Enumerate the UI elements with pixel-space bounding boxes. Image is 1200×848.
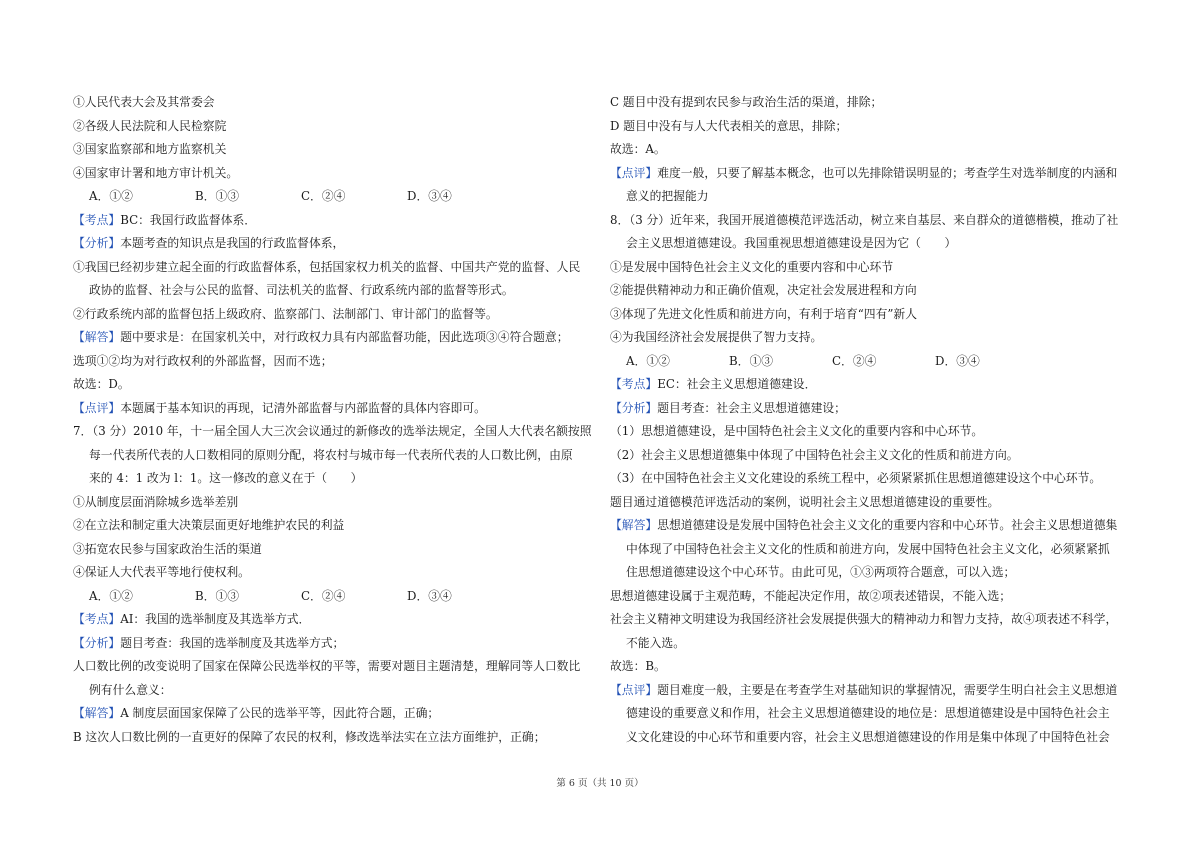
line-text: A 制度层面国家保障了公民的选举平等，因此符合题，正确； (120, 706, 440, 720)
annotation-line (73, 209, 588, 233)
line-text: 故选：A。 (610, 142, 666, 156)
text-line (73, 726, 588, 750)
section-tag: 【分析】 (610, 400, 658, 415)
line-text: ②行政系统内部的监督包括上级政府、监察部门、法制部门、审计部门的监督等。 (73, 306, 498, 321)
line-text: ②能提供精神动力和正确价值观，决定社会发展进程和方向 (610, 283, 917, 297)
section-tag: 【考点】 (73, 212, 121, 227)
text-line (610, 585, 1132, 609)
line-text: 故选：D。 (73, 377, 130, 391)
line-text: ①是发展中国特色社会主义文化的重要内容和中心环节 (610, 259, 894, 274)
line-text: 题目通过道德模范评选活动的案例，说明社会主义思想道德建设的重要性。 (610, 494, 1000, 509)
text-line (610, 115, 1132, 139)
line-text: ④保证人大代表平等地行使权利。 (73, 565, 250, 579)
text-line (610, 561, 1132, 585)
line-text: 不能入选。 (626, 635, 685, 650)
line-text: ③体现了先进文化性质和前进方向，有利于培育“四有”新人 (610, 306, 917, 321)
section-tag: 【点评】 (610, 165, 658, 180)
text-line (73, 115, 588, 139)
text-line (610, 491, 1132, 515)
line-text: 选项①②均为对行政权利的外部监督，因而不选； (73, 353, 333, 368)
line-text: ②各级人民法院和人民检察院 (73, 118, 227, 133)
text-line (73, 467, 588, 491)
text-line (610, 326, 1132, 350)
annotation-line (73, 397, 588, 421)
line-text: 意义的把握能力 (626, 189, 709, 203)
page-footer: 第 6 页（共 10 页） (556, 778, 644, 789)
line-text: 社会主义精神文明建设为我国经济社会发展提供强大的精神动力和智力支持，故④项表述不科学， (610, 612, 1118, 626)
section-tag: 【解答】 (73, 706, 121, 720)
line-text: 7．（3 分）2010 年，十一届全国人大三次会议通过的新修改的选举法规定，全国人大代表名额按照 (73, 424, 592, 438)
option-choice: C．②④ (301, 588, 346, 603)
answer-options (73, 585, 588, 609)
answer-options (73, 185, 588, 209)
section-tag: 【考点】 (73, 612, 121, 626)
option-choice: C．②④ (301, 189, 346, 203)
line-text: 题目考查：社会主义思想道德建设； (657, 400, 846, 415)
text-line (73, 91, 588, 115)
text-line (610, 232, 1132, 256)
text-line (73, 444, 588, 468)
annotation-line (73, 232, 588, 256)
line-text: 思想道德建设属于主观范畴，不能起决定作用，故②项表述错误，不能入选； (610, 588, 1012, 603)
option-choice: A．①② (626, 353, 670, 368)
text-line (610, 209, 1132, 233)
section-tag: 【解答】 (73, 330, 121, 344)
line-text: 题中要求是：在国家机关中，对行政权力具有内部监督功能，因此选项③④符合题意； (120, 330, 569, 344)
line-text: （3）在中国特色社会主义文化建设的系统工程中，必须紧紧抓住思想道德建设这个中心环节。 (610, 471, 1102, 485)
section-tag: 【分析】 (73, 635, 121, 650)
text-line (73, 138, 588, 162)
line-text: 住思想道德建设这个中心环节。由此可见，①③两项符合题意，可以入选； (626, 565, 1016, 579)
line-text: C 题目中没有提到农民参与政治生活的渠道，排除； (610, 95, 883, 109)
text-line (610, 608, 1132, 632)
annotation-line (610, 373, 1132, 397)
option-choice: D．③④ (935, 353, 980, 368)
text-line (73, 256, 588, 280)
text-line (610, 303, 1132, 327)
option-choice: D．③④ (407, 189, 452, 203)
option-choice: B．①③ (195, 189, 240, 203)
option-choice: A．①② (89, 588, 133, 603)
line-text: ①人民代表大会及其常委会 (73, 95, 215, 109)
section-tag: 【点评】 (610, 682, 658, 697)
line-text: 难度一般，只要了解基本概念，也可以先排除错误明显的；考查学生对选举制度的内涵和 (657, 165, 1118, 180)
text-line (73, 561, 588, 585)
line-text: 人口数比例的改变说明了国家在保障公民选举权的平等，需要对题目主题清楚，理解同等人口数比 (73, 659, 581, 673)
answer-options (610, 350, 1132, 374)
text-line (73, 350, 588, 374)
line-text: D 题目中没有与人大代表相关的意思，排除； (610, 118, 848, 133)
text-line (610, 632, 1132, 656)
line-text: ③拓宽农民参与国家政治生活的渠道 (73, 541, 262, 556)
left-column (73, 91, 592, 749)
text-line (610, 185, 1132, 209)
option-choice: D．③④ (407, 588, 452, 603)
line-text: 题目考查：我国的选举制度及其选举方式； (120, 635, 345, 650)
annotation-line (73, 702, 588, 726)
section-tag: 【解答】 (610, 518, 658, 532)
annotation-line (73, 608, 588, 632)
line-text: ④国家审计署和地方审计机关。 (73, 165, 239, 180)
line-text: 8．（3 分）近年来，我国开展道德模范评选活动，树立来自基层、来自群众的道德楷模，推动了社 (610, 212, 1119, 227)
option-choice: B．①③ (729, 353, 774, 368)
line-text: 会主义思想道德建设。我国重视思想道德建设是因为它（ ） (626, 236, 957, 250)
text-line (73, 373, 588, 397)
line-text: 题目难度一般，主要是在考查学生对基础知识的掌握情况，需要学生明白社会主义思想道 (657, 682, 1118, 697)
text-line (73, 491, 588, 515)
annotation-line (610, 514, 1132, 538)
line-text: 政协的监督、社会与公民的监督、司法机关的监督、行政系统内部的监督等形式。 (89, 283, 514, 297)
annotation-line (73, 326, 588, 350)
option-choice: C．②④ (832, 353, 877, 368)
line-text: AI：我国的选举制度及其选举方式． (120, 612, 311, 626)
line-text: 中体现了中国特色社会主义文化的性质和前进方向，发展中国特色社会主义文化，必须紧紧抓 (626, 541, 1110, 556)
text-line (610, 702, 1132, 726)
line-text: （1）思想道德建设，是中国特色社会主义文化的重要内容和中心环节。 (610, 424, 984, 438)
line-text: 故选：B。 (610, 659, 666, 673)
text-line (73, 514, 588, 538)
text-line (610, 138, 1132, 162)
text-line (610, 655, 1132, 679)
text-line (610, 256, 1132, 280)
text-line (610, 444, 1132, 468)
line-text: 本题属于基本知识的再现，记清外部监督与内部监督的具体内容即可。 (120, 400, 486, 415)
text-line (610, 279, 1132, 303)
line-text: 思想道德建设是发展中国特色社会主义文化的重要内容和中心环节。社会主义思想道德集 (657, 518, 1118, 532)
text-line (610, 420, 1132, 444)
text-line (73, 655, 588, 679)
text-line (610, 538, 1132, 562)
text-line (73, 538, 588, 562)
section-tag: 【考点】 (610, 377, 658, 391)
line-text: 每一代表所代表的人口数相同的原则分配，将农村与城市每一代表所代表的人口数比例，由原 (89, 447, 573, 462)
text-line (610, 726, 1132, 750)
line-text: 义文化建设的中心环节和重要内容，社会主义思想道德建设的作用是集中体现了中国特色社会 (626, 729, 1110, 744)
text-line (73, 420, 592, 444)
option-choice: A．①② (89, 189, 133, 203)
text-line (73, 279, 588, 303)
line-text: BC：我国行政监督体系． (120, 212, 257, 227)
annotation-line (610, 397, 1132, 421)
text-line (610, 91, 1132, 115)
line-text: ③国家监察部和地方监察机关 (73, 142, 227, 156)
line-text: 德建设的重要意义和作用，社会主义思想道德建设的地位是：思想道德建设是中国特色社会主 (626, 706, 1110, 720)
line-text: EC：社会主义思想道德建设． (657, 377, 817, 391)
text-line (73, 679, 588, 703)
text-line (610, 467, 1132, 491)
option-choice: B．①③ (195, 588, 240, 603)
line-text: 例有什么意义： (89, 682, 172, 697)
annotation-line (73, 632, 588, 656)
line-text: ①从制度层面消除城乡选举差别 (73, 494, 239, 509)
line-text: （2）社会主义思想道德集中体现了中国特色社会主义文化的性质和前进方向。 (610, 447, 1019, 462)
line-text: ④为我国经济社会发展提供了智力支持。 (610, 330, 823, 344)
section-tag: 【分析】 (73, 236, 121, 250)
text-line (73, 303, 588, 327)
line-text: 本题考查的知识点是我国的行政监督体系， (120, 236, 345, 250)
line-text: ①我国已经初步建立起全面的行政监督体系，包括国家权力机关的监督、中国共产党的监督、人民 (73, 259, 581, 274)
annotation-line (610, 162, 1132, 186)
text-line (73, 162, 588, 186)
right-column (610, 91, 1132, 749)
section-tag: 【点评】 (73, 400, 121, 415)
line-text: B 这次人口数比例的一直更好的保障了农民的权利，修改选举法实在立法方面维护，正确； (73, 729, 546, 744)
line-text: 来的 4：1 改为 l：1。这一修改的意义在于（ ） (89, 471, 363, 485)
annotation-line (610, 679, 1132, 703)
line-text: ②在立法和制定重大决策层面更好地维护农民的利益 (73, 518, 345, 532)
